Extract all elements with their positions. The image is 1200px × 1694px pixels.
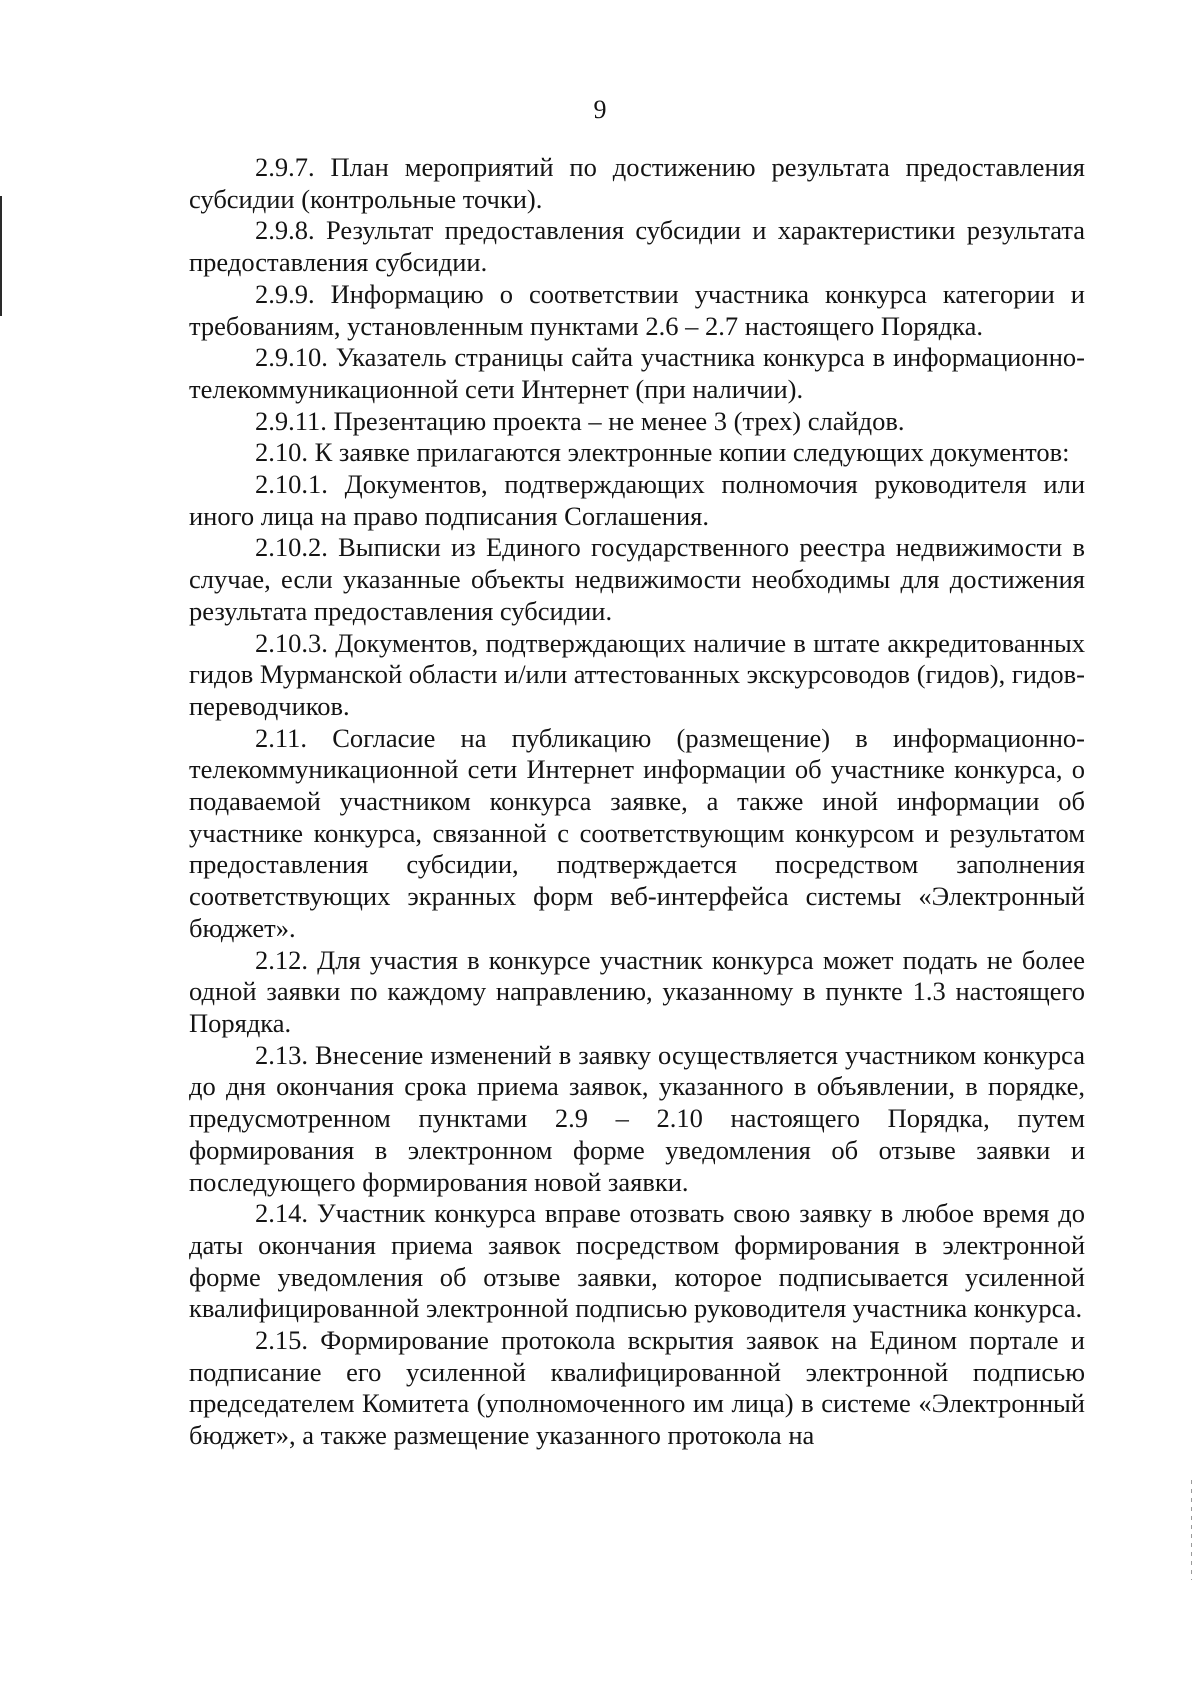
paragraph-2-10-1: 2.10.1. Документов, подтверждающих полномочия руководителя или иного лица на право подписания Соглашения. — [189, 469, 1085, 531]
paragraph-2-13: 2.13. Внесение изменений в заявку осуществляется участником конкурса до дня окончания срока приема заявок, указанного в объявлении, в порядке, предусмотренном пунктами 2.9 – 2.10 настоящего Порядка, путем формирования в электронном форме уведомления об отзыве заявки и последующего формирования новой заявки. — [189, 1039, 1085, 1197]
scan-edge-mark-right — [1191, 1480, 1192, 1580]
paragraph-2-12: 2.12. Для участия в конкурсе участник конкурса может подать не более одной заявки по каждому направлению, указанному в пункте 1.3 настоящего Порядка. — [189, 944, 1085, 1038]
page-number: 9 — [593, 95, 607, 124]
paragraph-2-11: 2.11. Согласие на публикацию (размещение) в информационно-телекоммуникационной сети Интернет информации об участнике конкурса, о подаваемой участником конкурса заявке, а также иной информации об участнике конкурса, связанной с соответствующим конкурсом и результатом предоставления субсидии, подтверждается посредством заполнения соответствующих экранных форм веб-интерфейса системы «Электронный бюджет». — [189, 722, 1085, 943]
paragraph-2-9-10: 2.9.10. Указатель страницы сайта участника конкурса в информационно-телекоммуникационной сети Интернет (при наличии). — [189, 342, 1085, 404]
paragraph-2-10-2: 2.10.2. Выписки из Единого государственного реестра недвижимости в случае, если указанные объекты недвижимости необходимы для достижения результата предоставления субсидии. — [189, 532, 1085, 626]
paragraph-2-15: 2.15. Формирование протокола вскрытия заявок на Едином портале и подписание его усиленной квалифицированной электронной подписью председателем Комитета (уполномоченного им лица) в системе «Электронный бюджет», а также размещение указанного протокола на — [189, 1325, 1085, 1451]
paragraph-2-14: 2.14. Участник конкурса вправе отозвать свою заявку в любое время до даты окончания приема заявок посредством формирования в электронной форме уведомления об отзыве заявки, которое подписывается усиленной квалифицированной электронной подписью руководителя участника конкурса. — [189, 1198, 1085, 1324]
paragraph-2-9-9: 2.9.9. Информацию о соответствии участника конкурса категории и требованиям, установленным пунктами 2.6 – 2.7 настоящего Порядка. — [189, 278, 1085, 341]
scan-edge-mark-left — [0, 196, 2, 316]
paragraph-2-9-8: 2.9.8. Результат предоставления субсидии и характеристики результата предоставления субсидии. — [189, 215, 1085, 278]
paragraph-2-9-7: 2.9.7. План мероприятий по достижению результата предоставления субсидии (контрольные точки). — [189, 152, 1085, 214]
paragraph-2-9-11: 2.9.11. Презентацию проекта – не менее 3 (трех) слайдов. — [255, 405, 905, 436]
paragraph-2-10: 2.10. К заявке прилагаются электронные копии следующих документов: — [255, 437, 1070, 468]
paragraph-2-10-3: 2.10.3. Документов, подтверждающих наличие в штате аккредитованных гидов Мурманской области и/или аттестованных экскурсоводов (гидов), гидов-переводчиков. — [189, 627, 1086, 721]
document-body — [189, 152, 1085, 1452]
